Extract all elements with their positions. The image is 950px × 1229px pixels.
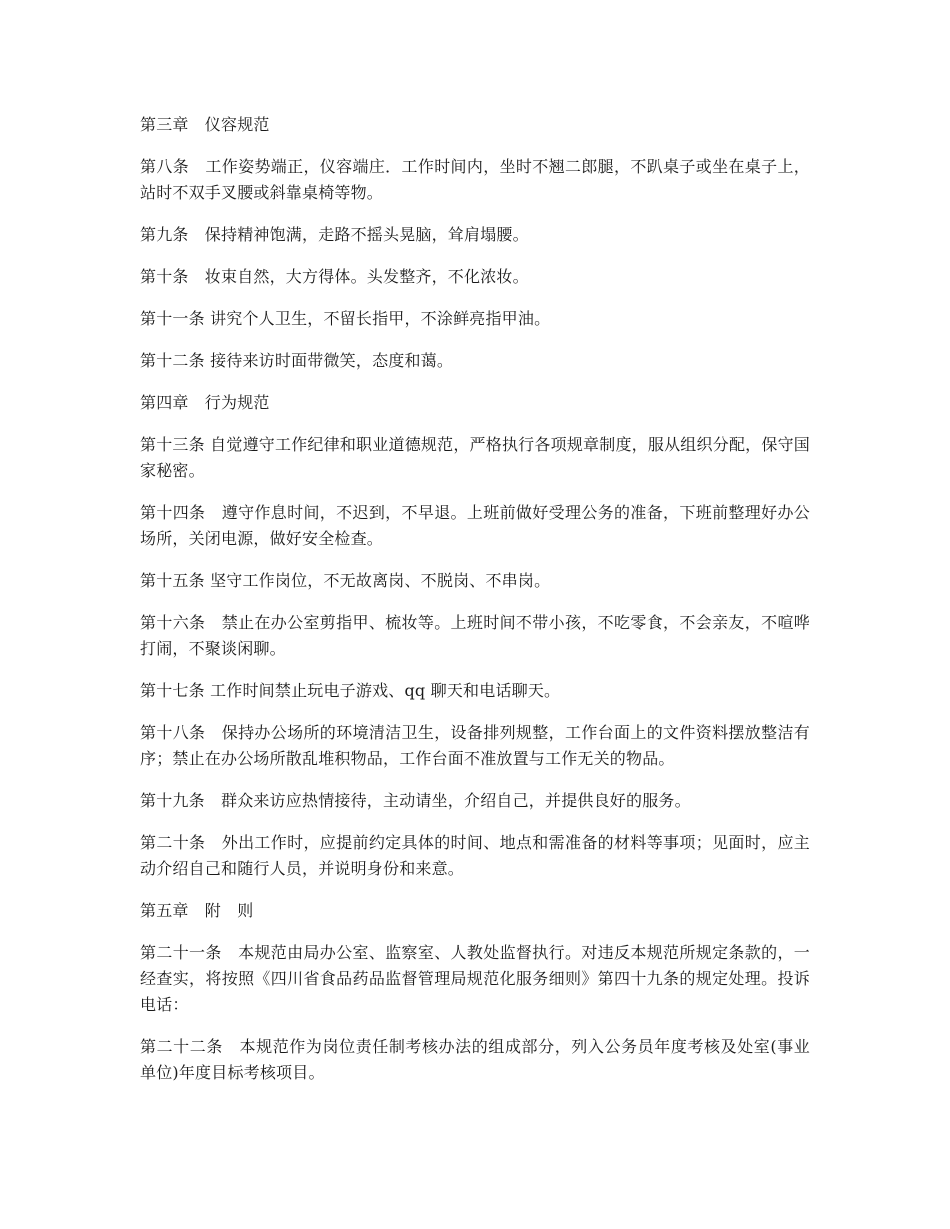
chapter-5-heading: 第五章 附 则 — [140, 901, 254, 920]
chapter-4-heading: 第四章 行为规范 — [140, 393, 270, 412]
article-12: 第十二条 接待来访时面带微笑，态度和蔼。 — [140, 351, 454, 370]
article-9: 第九条 保持精神饱满，走路不摇头晃脑，耸肩塌腰。 — [140, 225, 529, 244]
article-18: 第十八条 保持办公场所的环境清洁卫生，设备排列规整，工作台面上的文件资料摆放整洁有序；禁止在办公场所散乱堆积物品，工作台面不准放置与工作无关的物品。 — [140, 723, 810, 768]
article-19: 第十九条 群众来访应热情接待，主动请坐，介绍自己，并提供良好的服务。 — [140, 791, 691, 810]
article-16: 第十六条 禁止在办公室剪指甲、梳妆等。上班时间不带小孩，不吃零食，不会亲友，不喧哗打闹，不聚谈闲聊。 — [140, 613, 810, 658]
article-17: 第十七条 工作时间禁止玩电子游戏、qq 聊天和电话聊天。 — [140, 681, 561, 700]
article-14: 第十四条 遵守作息时间，不迟到，不早退。上班前做好受理公务的准备，下班前整理好办公场所，关闭电源，做好安全检查。 — [140, 503, 810, 548]
article-8: 第八条 工作姿势端正，仪容端庄．工作时间内，坐时不翘二郎腿，不趴桌子或坐在桌子上，站时不双手叉腰或斜靠桌椅等物。 — [140, 157, 810, 202]
article-11: 第十一条 讲究个人卫生，不留长指甲，不涂鲜亮指甲油。 — [140, 309, 551, 328]
chapter-3-heading: 第三章 仪容规范 — [140, 115, 270, 134]
article-21: 第二十一条 本规范由局办公室、监察室、人教处监督执行。对违反本规范所规定条款的，一经查实，将按照《四川省食品药品监督管理局规范化服务细则》第四十九条的规定处理。投诉电话： — [140, 943, 810, 1014]
document-page — [140, 112, 810, 1102]
article-15: 第十五条 坚守工作岗位，不无故离岗、不脱岗、不串岗。 — [140, 571, 551, 590]
article-22: 第二十二条 本规范作为岗位责任制考核办法的组成部分，列入公务员年度考核及处室(事业单位)年度目标考核项目。 — [140, 1037, 810, 1082]
article-10: 第十条 妆束自然，大方得体。头发整齐，不化浓妆。 — [140, 267, 529, 286]
article-20: 第二十条 外出工作时，应提前约定具体的时间、地点和需准备的材料等事项；见面时，应主动介绍自己和随行人员，并说明身份和来意。 — [140, 833, 810, 878]
article-13: 第十三条 自觉遵守工作纪律和职业道德规范，严格执行各项规章制度，服从组织分配，保守国家秘密。 — [140, 435, 810, 480]
